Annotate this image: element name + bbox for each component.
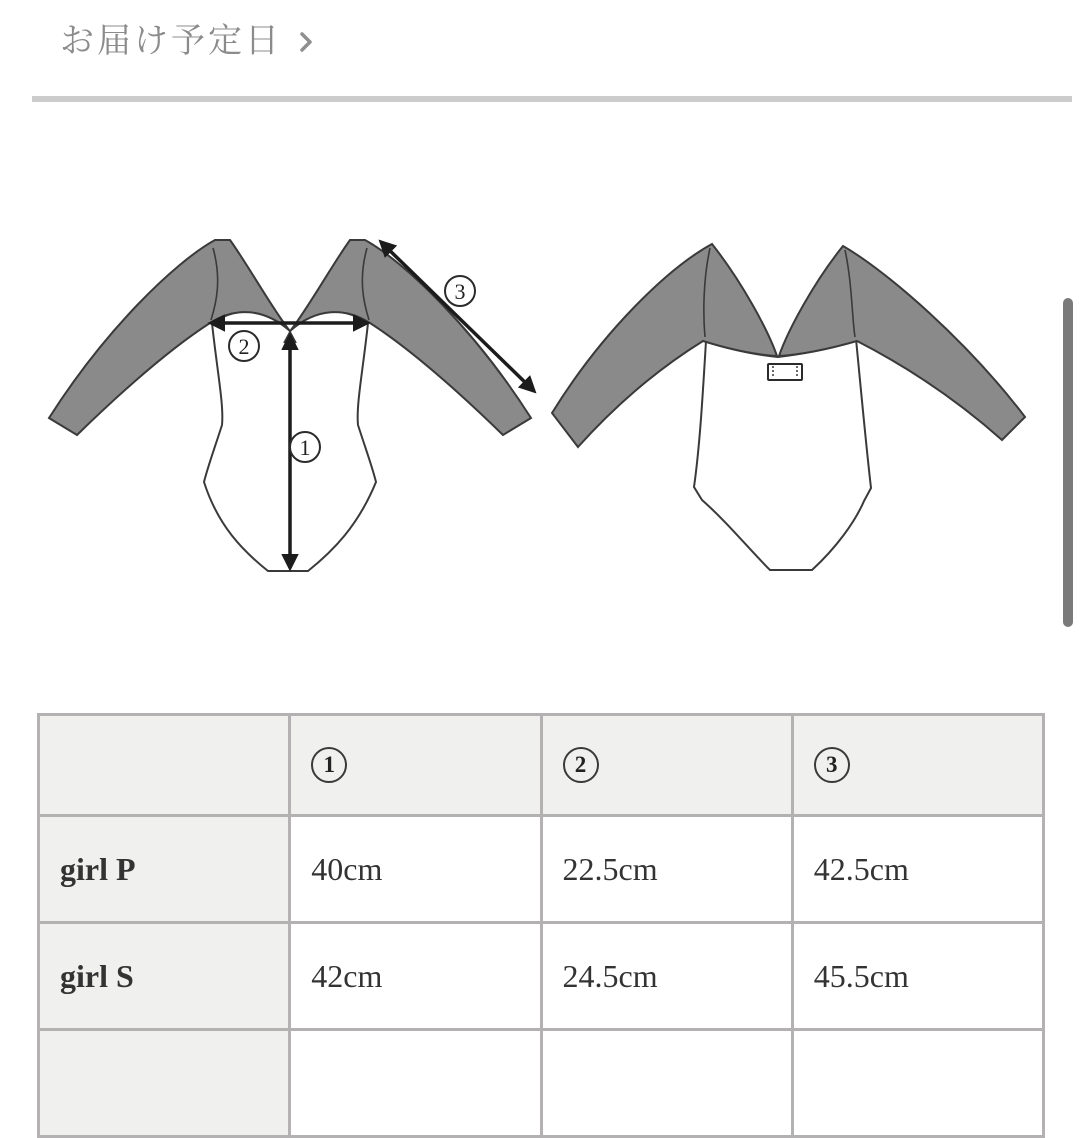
row-label: [39, 1030, 290, 1137]
column-header-1: [290, 715, 541, 816]
svg-text:3: 3: [454, 279, 466, 304]
label-circle-3: [445, 276, 475, 306]
cell-value: 42cm: [290, 923, 541, 1030]
size-table: [37, 713, 1045, 1138]
table-row-girl-p: [39, 816, 1044, 923]
svg-text:2: 2: [238, 334, 250, 359]
size-table-corner-cell: [39, 715, 290, 816]
cell-value: [290, 1030, 541, 1137]
label-circle-2: [229, 331, 259, 361]
delivery-date-label: お届け予定日: [60, 23, 282, 60]
scrollbar-thumb[interactable]: [1063, 298, 1073, 627]
section-divider: [32, 96, 1072, 102]
svg-text:1: 1: [299, 435, 311, 460]
circled-number-2: 2: [563, 747, 599, 783]
circled-number-3: 3: [814, 747, 850, 783]
table-row-partial: [39, 1030, 1044, 1137]
row-label: girl S: [39, 923, 290, 1030]
column-header-2: [541, 715, 792, 816]
cell-value: 45.5cm: [792, 923, 1043, 1030]
cell-value: 40cm: [290, 816, 541, 923]
cell-value: 24.5cm: [541, 923, 792, 1030]
cell-value: 22.5cm: [541, 816, 792, 923]
table-row-girl-s: [39, 923, 1044, 1030]
cell-value: [792, 1030, 1043, 1137]
size-table-header-row: [39, 715, 1044, 816]
size-measurement-diagram: [0, 150, 1080, 680]
row-label: girl P: [39, 816, 290, 923]
label-circle-1: [290, 432, 320, 462]
delivery-date-link[interactable]: [60, 20, 314, 64]
cell-value: [541, 1030, 792, 1137]
cell-value: 42.5cm: [792, 816, 1043, 923]
back-view-diagram: [552, 244, 1025, 570]
circled-number-1: 1: [311, 747, 347, 783]
chevron-right-icon: [298, 30, 314, 54]
column-header-3: [792, 715, 1043, 816]
